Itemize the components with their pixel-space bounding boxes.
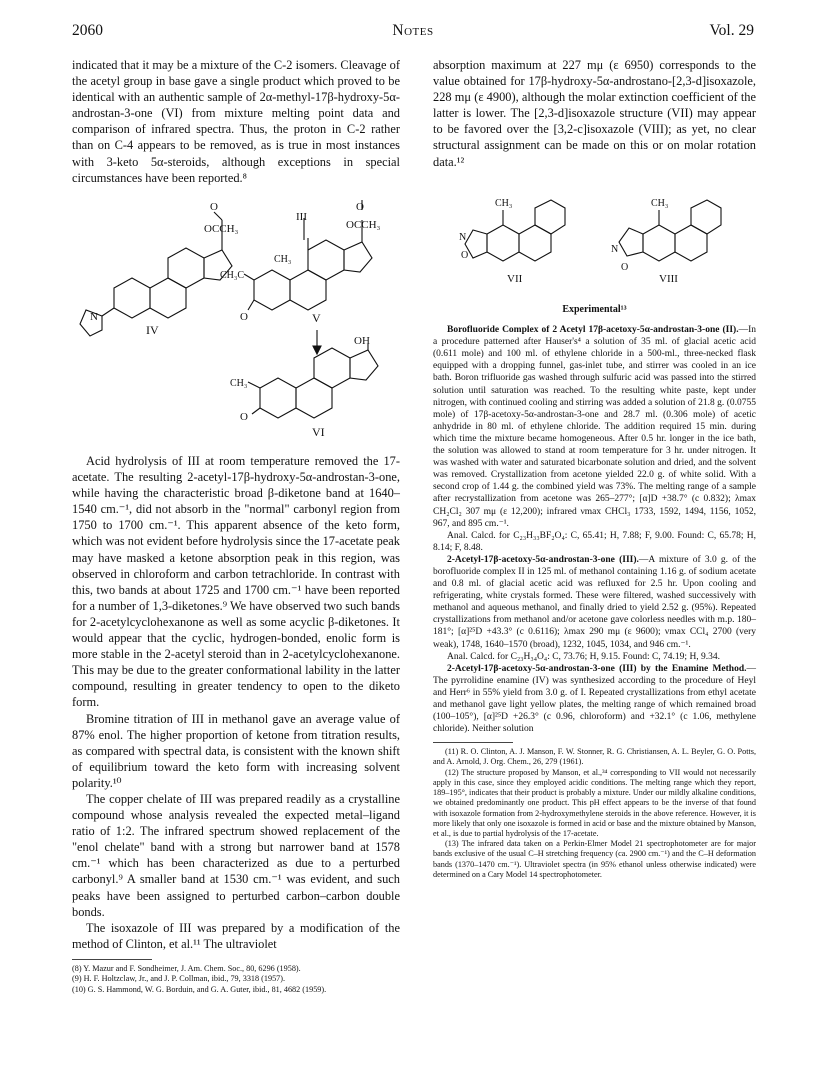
- procedure-title: 2-Acetyl-17β-acetoxy-5α-androstan-3-one (III).: [447, 554, 639, 565]
- structure-IV: [80, 201, 239, 337]
- analysis: Anal. Calcd. for C₂₃H₃₃BF₂O₄: C, 65.41; H, 7.88; F, 9.00. Found: C, 65.78; H, 8.14; F, 8.48.: [433, 530, 756, 553]
- o-atom-label: O: [240, 311, 248, 323]
- paragraph: Bromine titration of III in methanol gave an average value of 87% enol. The higher proportion of ketone from titration results, as compared with spectral data, is consistent with the known shift of equilibrium toward the keto form with increasing solvent polarity.¹⁰: [72, 711, 400, 790]
- procedure-title: 2-Acetyl-17β-acetoxy-5α-androstan-3-one (III) by the Enamine Method.: [447, 663, 747, 674]
- page-header: [72, 22, 754, 42]
- paragraph: absorption maximum at 227 mμ (ε 6950) corresponds to the value obtained for 17β-hydroxy-5α-androstano-[2,3-d]isoxazole, 228 mμ (ε 4900), although the molar extinction coefficient of the latter is lower. The [2,3-d]isoxazole structure (VII) may appear to be favored over the [3,2-c]isoxazole (VIII); as yet, no clear structural assignment can be made on this or on molar rotation data.¹²: [433, 58, 756, 169]
- footnotes: [72, 964, 400, 995]
- hydroxyl-label: OH: [354, 335, 370, 347]
- methyl-label: CH₃: [274, 254, 292, 265]
- acetoxy-label: OCCH₃: [204, 223, 239, 235]
- compound-label-VII: VII: [507, 273, 523, 285]
- n-atom-label: N: [90, 311, 98, 323]
- compound-label-V: V: [312, 311, 321, 325]
- left-column-body: [72, 453, 400, 995]
- methyl-label: CH₃: [495, 198, 513, 209]
- structure-V: [220, 200, 381, 325]
- o-atom-label: O: [240, 411, 248, 423]
- reaction-scheme: [72, 198, 402, 448]
- footnote: (13) The infrared data taken on a Perkin-Elmer Model 21 spectrophotometer are for major bands exclusive of the usual C–H stretching frequency (ca. 2900 cm.⁻¹) and the C–H deformation bands (1370–1470 cm.⁻¹). Ultraviolet spectra (in 95% ethanol unless otherwise indicated) were determined on a Cary Model 14 spectrophotometer.: [433, 839, 756, 879]
- volume-label: Vol. 29: [709, 22, 754, 39]
- structure-VII: [459, 198, 565, 285]
- footnote: (12) The structure proposed by Manson, et al.,³⁴ corresponding to VII would not necessarily apply in this case, since they employed acidic conditions. The melting range which they report, 189–195°, indicates that their product is probably a mixture. Under our mildly alkaline conditions, we obtained predominantly one product. This pH effect appears to be the inverse of that found with isoxazole formation from 2-hydroxymethylene steroids in the above reference. However, it is more likely that only one isoxazole is formed in acid or base and the mixture obtained by Manson, et al., is due to partial hydrolysis of the 17-acetate.: [433, 767, 756, 838]
- paragraph: indicated that it may be a mixture of the C-2 isomers. Cleavage of the acetyl group in base gave a single product which proved to be identical with an authentic sample of 2α-methyl-17β-hydroxy-5α-androstan-3-one (VI) from mixture melting point data and comparison of infrared spectra. Thus, the proton in C-2 rather than on C-4 appears to be removed, as is true in most instances with 3-keto 5α-steroids, although exceptions in special circumstances have been reported.⁸: [72, 58, 400, 185]
- compound-label-III: III: [296, 211, 307, 223]
- experimental-heading: Experimental¹³: [562, 304, 627, 315]
- footnote: (8) Y. Mazur and F. Sondheimer, J. Am. Chem. Soc., 80, 6296 (1958).: [72, 963, 301, 973]
- acetoxy-label: OCCH₃: [346, 219, 381, 231]
- footnote: (9) H. F. Holtzclaw, Jr., and J. P. Collman, ibid., 79, 3318 (1957).: [72, 974, 286, 984]
- structure-VIII: [611, 198, 721, 285]
- procedure-body: —A mixture of 3.0 g. of the borofluoride complex II in 125 ml. of methanol containing 1.16 g. of sodium acetate and 0.8 ml. of glacial acetic acid was refluxed for 2.5 hr. Upon cooling and refrigerating, white crystals formed. These were filtered, washed successively with methanol and aqueous methanol, and finally dried to yield 2.52 g. (95%). Repeated crystallizations from methanol and/or acetone gave colorless needles with m.p. 180–181°; [α]²⁵D +43.3° (c 0.6116); λmax 290 mμ (ε 9600); νmax CCl₄ 2700 (very weak), 1748, 1640–1570 (broad), 1232, 1045, 1034, and 946 cm.⁻¹.: [433, 554, 756, 650]
- footnote-rule: [72, 959, 152, 960]
- paragraph: The copper chelate of III was prepared readily as a crystalline compound whose analysis revealed the expected metal–ligand ratio of 1:2. The infrared spectrum showed replacement of the "enol chelate" band with a strong but narrower band at 1578 cm.⁻¹ which has been characterized as due to a perturbed carbonyl.⁹ A smaller band at 1530 cm.⁻¹ was evident, and such peaks have been assigned to perturbed carbon–carbon double bonds.: [72, 791, 400, 919]
- procedure-body: —The pyrrolidine enamine (IV) was synthesized according to the procedure of Heyl and Herr⁶ in 55% yield from 3.0 g. of I. Repeated crystallizations from ethyl acetate and methanol gave light yellow plates, the melting range of which remained broad (100–105°), [α]²⁵D +26.3° (c 0.96, chloroform) and +32.1° (c 1.06, methylene chloride). Neither solution: [433, 663, 756, 735]
- left-column-top: [72, 57, 400, 186]
- methyl-label: CH₃: [230, 378, 248, 389]
- footnote-rule: [433, 742, 513, 743]
- n-atom-label: N: [459, 232, 467, 243]
- paragraph: The isoxazole of III was prepared by a modification of the method of Clinton, et al.¹¹ The ultraviolet: [72, 920, 400, 951]
- acetyl-label: CH₃C: [220, 270, 245, 281]
- compound-label-VI: VI: [312, 425, 325, 439]
- procedure-body: —In a procedure patterned after Hauser's⁴ a solution of 35 ml. of glacial acetic acid (0.611 mole) and 100 ml. of ethylene chloride in a 500-ml., three-necked flask equipped with a dropping funnel, gas-inlet tube, and stirrer was cooled in an ice bath. Boron trifluoride gas washed through sulfuric acid was passed into the stirred solution until saturation was reached. To the resulting white paste, kept under nitrogen, with continued cooling and stirring was added a solution of 21.8 g. (0.0755 mole) of 17β-acetoxy-5α-androstan-3-one and 28.7 ml. (0.306 mole) of acetic anhydride in 80 ml. of ethylene chloride. The addition required 15 min. during which time the mixture became homogeneous. After 0.5 hr. longer in the ice bath, the solution was allowed to stand at room temperature for 3 hr. under nitrogen. It was washed with water and saturated bicarbonate solution and dried, and the solvent was removed. Crystallization from acetone yielded 22.0 g. of white solid. With a second crop of 1.44 g. the combined yield was 73%. The melting range of a sample after recrystallization from acetone was 265–277°; [α]D +38.7° (c 0.832); λmax CH₂Cl₂ 307 mμ (ε 12,200); infrared νmax CHCl₃ 1733, 1592, 1494, 1156, 1052, 967, and 895 cm.⁻¹.: [433, 325, 756, 529]
- footnote: (10) G. S. Hammond, W. G. Borduin, and G. A. Guter, ibid., 81, 4682 (1959).: [72, 984, 327, 994]
- paragraph: Acid hydrolysis of III at room temperature removed the 17-acetate. The resulting 2-acetyl-17β-hydroxy-5α-androstan-3-one, while having the characteristic broad β-diketone band at 1640–1540 cm.⁻¹, did not absorb in the "normal" carbonyl region from 1750 to 1700 cm.⁻¹. This apparent absence of the keto form, which was not evident before hydrolysis since the 17-acetate peak may have masked a ketone absorption peak in this region, was observed in chloroform and carbon tetrachloride. In contrast with this, two bands at about 1725 and 1700 cm.⁻¹ have been reported for a number of 1,3-diketones.⁹ We have observed two such bands for 2-acetylcyclohexanone as well as some acyclic β-diketones. It would appear that the cyclic, hydrogen-bonded, enolic form is more stable in the 2-acetyl steroid than in 2-acetylcyclohexanone. This may be due to the greater conformational lability in the latter compound, resulting in greater tendency to open to the diketo form.: [72, 454, 400, 710]
- o-atom-label: O: [461, 250, 469, 261]
- footnotes: [433, 747, 756, 880]
- procedure-title: Borofluoride Complex of 2 Acetyl 17β-acetoxy-5α-androstan-3-one (II).: [447, 325, 739, 336]
- methyl-label: CH₃: [651, 198, 669, 209]
- section-title: Notes: [392, 22, 434, 39]
- analysis: Anal. Calcd. for C₂₃H₃₄O₄: C, 73.76; H, 9.15. Found: C, 74.19; H, 9.34.: [447, 651, 721, 662]
- compound-label-IV: IV: [146, 323, 159, 337]
- o-atom-label: O: [210, 201, 218, 213]
- experimental-section: [433, 298, 756, 880]
- page-number: 2060: [72, 22, 103, 39]
- n-atom-label: N: [611, 244, 619, 255]
- isoxazole-structures: [433, 192, 756, 292]
- structure-VI: [230, 335, 378, 439]
- o-atom-label: O: [621, 262, 629, 273]
- o-atom-label: O: [356, 201, 364, 213]
- right-column-top: [433, 57, 756, 170]
- compound-label-VIII: VIII: [659, 273, 678, 285]
- footnote: (11) R. O. Clinton, A. J. Manson, F. W. Stonner, R. G. Christiansen, A. L. Beyler, G. O. Potts, and A. Arnold, J. Org. Chem., 26, 279 (1961).: [433, 747, 756, 767]
